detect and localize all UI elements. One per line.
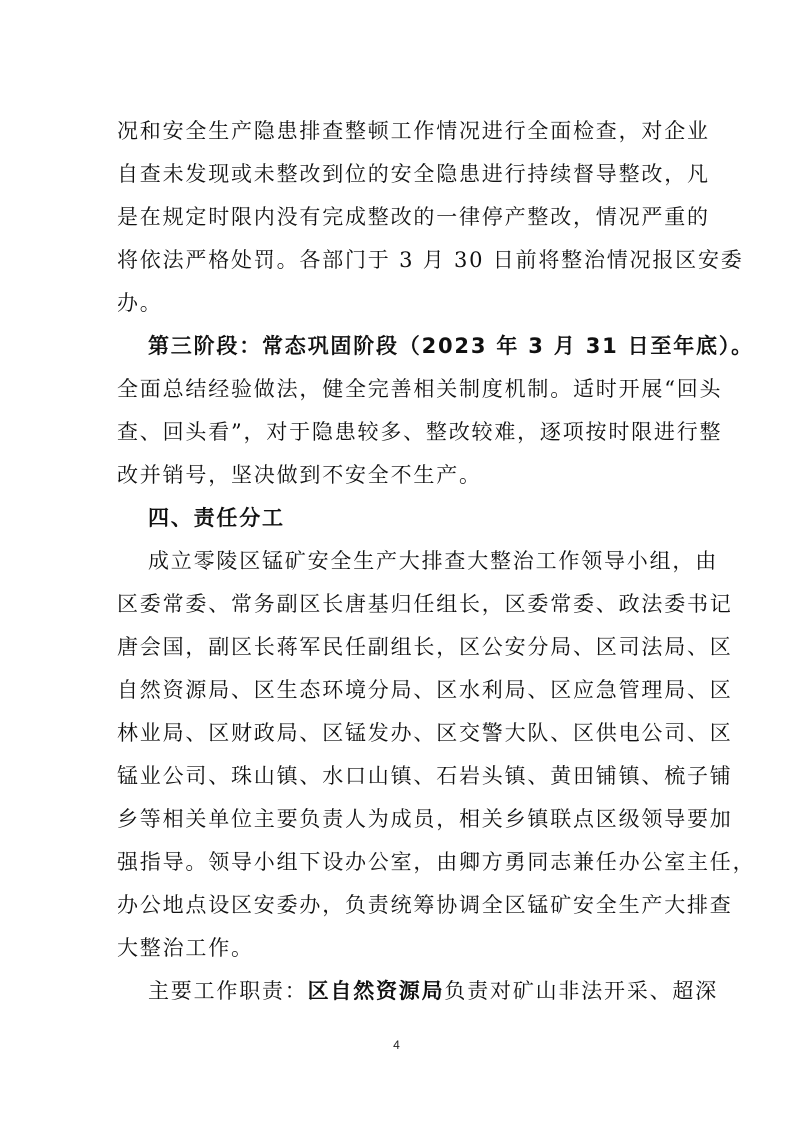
paragraph-line: 大整治工作。 bbox=[117, 936, 254, 960]
paragraph-line: 自然资源局、区生态环境分局、区水利局、区应急管理局、区 bbox=[117, 678, 733, 702]
paragraph-line: 唐会国，副区长蒋军民任副组长，区公安分局、区司法局、区 bbox=[117, 635, 733, 659]
duties-text: 负责对矿山非法开采、超深 bbox=[444, 979, 719, 1003]
paragraph-line: 办公地点设区安委办，负责统筹协调全区锰矿安全生产大排查 bbox=[117, 893, 733, 917]
paragraph-line: 强指导。领导小组下设办公室，由卿方勇同志兼任办公室主任， bbox=[117, 850, 756, 874]
paragraph-line: 成立零陵区锰矿安全生产大排查大整治工作领导小组，由 bbox=[148, 549, 718, 573]
paragraph-line: 锰业公司、珠山镇、水口山镇、石岩头镇、黄田铺镇、梳子铺 bbox=[117, 764, 733, 788]
paragraph-line: 查、回头看”，对于隐患较多、整改较难，逐项按时限进行整 bbox=[117, 420, 723, 444]
page-number: 4 bbox=[393, 1038, 400, 1052]
dept-natural-resources: 区自然资源局 bbox=[307, 979, 445, 1003]
paragraph-line: 将依法严格处罚。各部门于 3 月 30 日前将整治情况报区安委 bbox=[117, 248, 744, 272]
paragraph-line: 况和安全生产隐患排查整顿工作情况进行全面检查，对企业 bbox=[117, 119, 710, 143]
paragraph-line: 办。 bbox=[117, 291, 163, 315]
paragraph-line: 区委常委、常务副区长唐基归任组长，区委常委、政法委书记 bbox=[117, 592, 733, 616]
paragraph-line: 自查未发现或未整改到位的安全隐患进行持续督导整改，凡 bbox=[117, 162, 710, 186]
paragraph-line: 林业局、区财政局、区锰发办、区交警大队、区供电公司、区 bbox=[117, 721, 733, 745]
phase3-heading: 第三阶段：常态巩固阶段（2023 年 3 月 31 日至年底）。 bbox=[148, 334, 754, 358]
paragraph-line: 改并销号，坚决做到不安全不生产。 bbox=[117, 463, 482, 487]
paragraph-line: 全面总结经验做法，健全完善相关制度机制。适时开展“回头 bbox=[117, 377, 723, 401]
paragraph-line: 乡等相关单位主要负责人为成员，相关乡镇联点区级领导要加 bbox=[117, 807, 733, 831]
section4-heading: 四、责任分工 bbox=[148, 506, 285, 530]
paragraph-line: 是在规定时限内没有完成整改的一律停产整改，情况严重的 bbox=[117, 205, 710, 229]
duties-line bbox=[148, 977, 719, 1005]
duties-intro: 主要工作职责： bbox=[148, 979, 308, 1003]
